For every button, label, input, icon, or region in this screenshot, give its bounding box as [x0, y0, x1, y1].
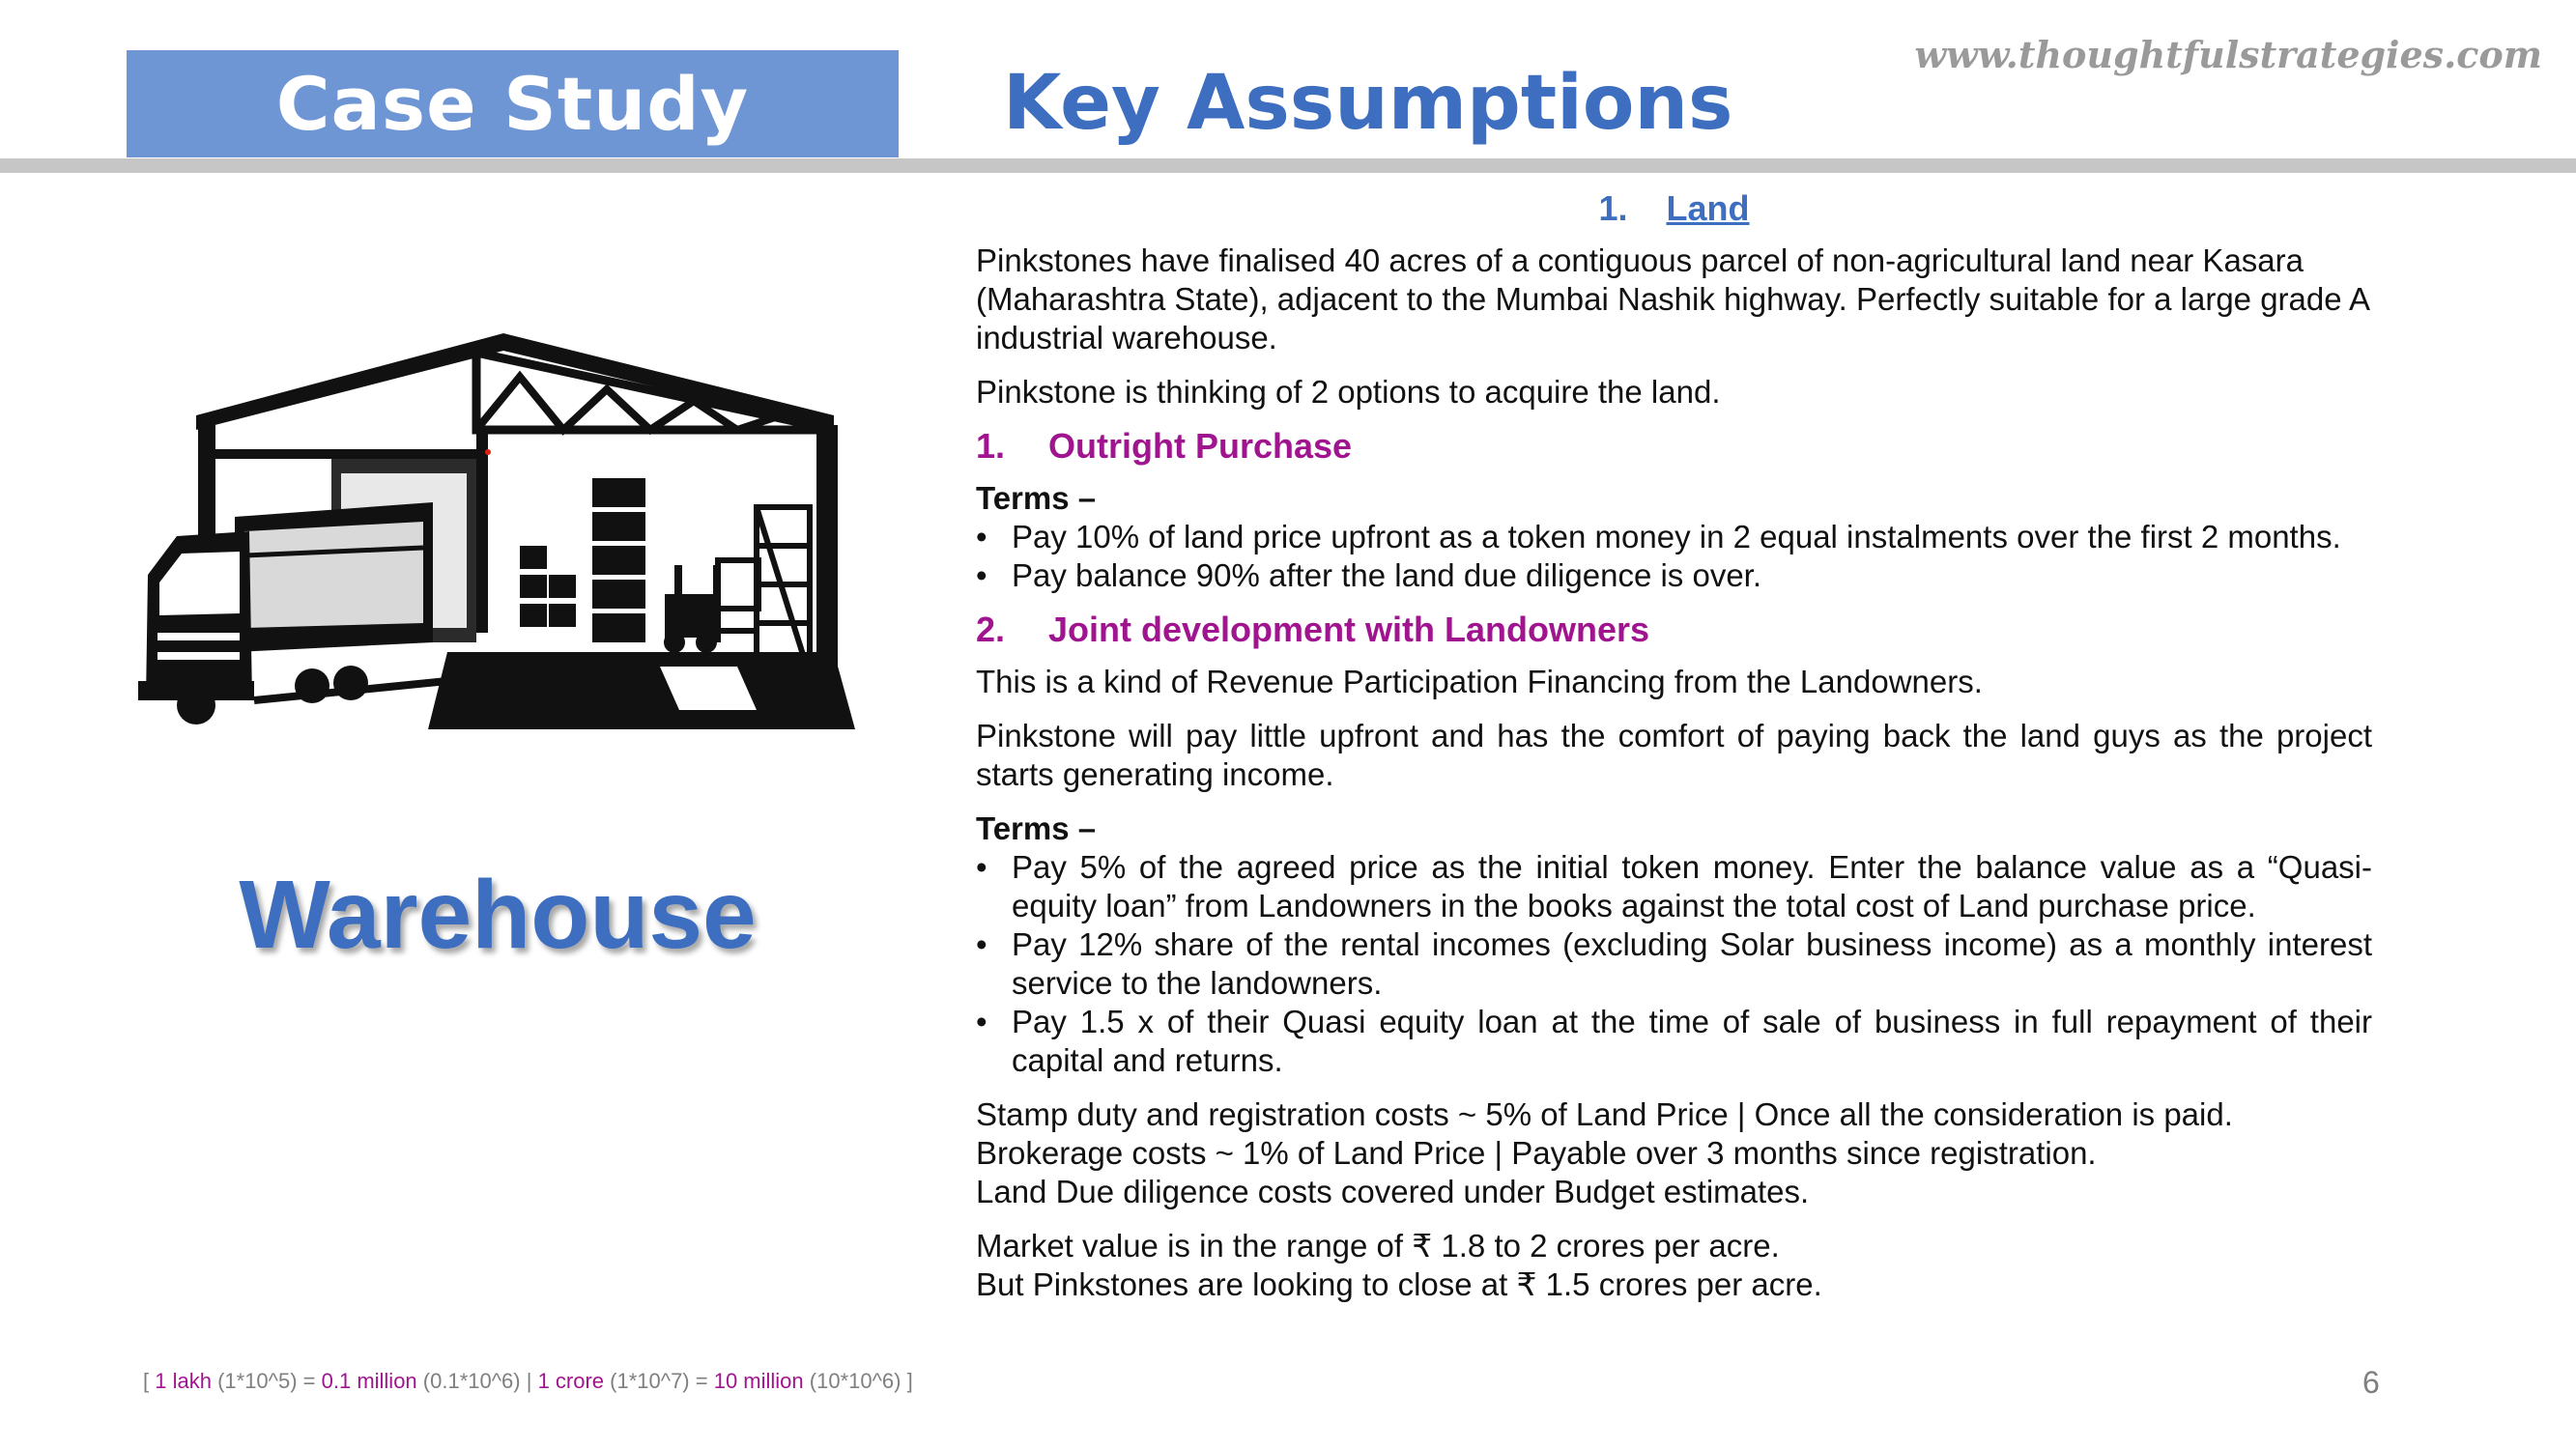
- footer-text: (0.1*10^6) |: [416, 1369, 538, 1393]
- option2-desc2: Pinkstone will pay little upfront and has the comfort of paying back the land guys as the project starts generating income.: [976, 718, 2372, 792]
- option2-bullets: [976, 848, 2372, 1080]
- market-block: [976, 1227, 2372, 1304]
- option1-terms-label: Terms –: [976, 480, 1097, 516]
- option2-terms-label: Terms –: [976, 810, 1097, 846]
- warehouse-truck-forklift-icon: [138, 333, 855, 729]
- section-heading: [976, 189, 2372, 228]
- market-line: But Pinkstones are looking to close at ₹ 1.5 crores per acre.: [976, 1266, 1822, 1302]
- header-divider: [0, 158, 2576, 173]
- options-intro: Pinkstone is thinking of 2 options to acquire the land.: [976, 374, 1721, 410]
- crore-label: 1 crore: [537, 1369, 605, 1393]
- unit-conversion-note: [143, 1369, 913, 1394]
- warehouse-label: Warehouse: [239, 861, 757, 969]
- million-label: 0.1 million: [321, 1369, 417, 1393]
- page-number: 6: [2362, 1365, 2380, 1400]
- market-line: Market value is in the range of ₹ 1.8 to 2 crores per acre.: [976, 1228, 1780, 1264]
- website-url: www.thoughtfulstrategies.com: [1914, 33, 2542, 76]
- million-label: 10 million: [713, 1369, 804, 1393]
- assumptions-content: [976, 189, 2372, 1304]
- page-title: Key Assumptions: [1003, 60, 1733, 147]
- section-label: Land: [1666, 188, 1750, 228]
- list-item: • Pay balance 90% after the land due diligence is over.: [976, 556, 2372, 595]
- lakh-label: 1 lakh: [155, 1369, 212, 1393]
- cost-line: Land Due diligence costs covered under Budget estimates.: [976, 1174, 1810, 1209]
- option1-bullets: [976, 518, 2372, 595]
- section-title: Case Study: [275, 61, 750, 147]
- section-number: 1.: [1598, 188, 1628, 228]
- option2-heading: [976, 611, 2372, 649]
- option2-number: 2.: [976, 610, 1006, 649]
- list-item: • Pay 5% of the agreed price as the initial token money. Enter the balance value as a “Quasi-equity loan” from Landowners in the books against the total cost of Land purchase price.: [976, 848, 2372, 925]
- list-item: • Pay 1.5 x of their Quasi equity loan at the time of sale of business in full repayment of their capital and returns.: [976, 1003, 2372, 1080]
- list-item: • Pay 12% share of the rental incomes (excluding Solar business income) as a monthly interest service to the landowners.: [976, 925, 2372, 1003]
- option2-title: Joint development with Landowners: [1048, 610, 1650, 649]
- cost-line: Brokerage costs ~ 1% of Land Price | Payable over 3 months since registration.: [976, 1135, 2097, 1171]
- footer-text: (1*10^5) =: [211, 1369, 322, 1393]
- footer-text: [: [143, 1369, 156, 1393]
- cost-line: Stamp duty and registration costs ~ 5% of Land Price | Once all the consideration is paid.: [976, 1096, 2233, 1132]
- intro-paragraph: Pinkstones have finalised 40 acres of a contiguous parcel of non-agricultural land near Kasara (Maharashtra State), adjacent to the Mumbai Nashik highway. Perfectly suitable for a large grade A industrial warehouse.: [976, 242, 2369, 355]
- costs-block: [976, 1095, 2372, 1211]
- list-item: • Pay 10% of land price upfront as a token money in 2 equal instalments over the first 2 months.: [976, 518, 2372, 556]
- case-study-banner: [127, 50, 899, 157]
- footer-text: (1*10^7) =: [604, 1369, 714, 1393]
- footer-text: (10*10^6) ]: [803, 1369, 913, 1393]
- option1-heading: [976, 427, 2372, 466]
- option1-title: Outright Purchase: [1048, 426, 1353, 466]
- option2-desc1: This is a kind of Revenue Participation Financing from the Landowners.: [976, 664, 1983, 699]
- option1-number: 1.: [976, 426, 1006, 466]
